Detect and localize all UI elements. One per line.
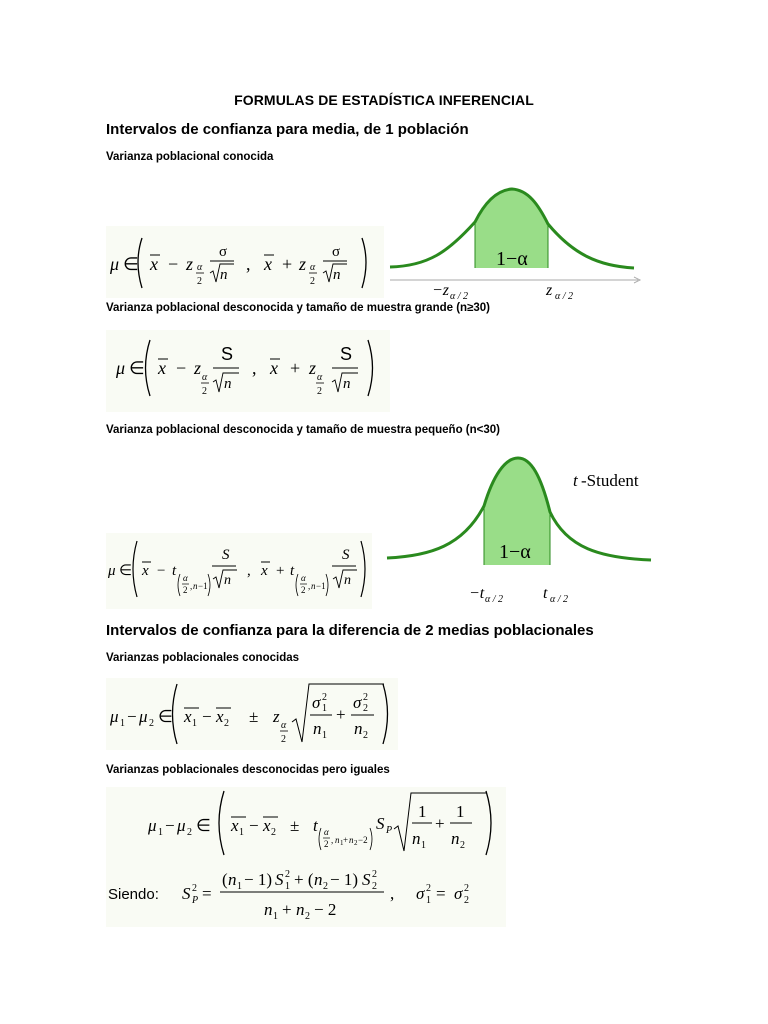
t-student-title-rest: -Student — [581, 471, 639, 490]
svg-text:2: 2 — [354, 839, 358, 847]
svg-text:−: − — [157, 563, 166, 579]
svg-text:t: t — [172, 563, 177, 579]
svg-text:n: n — [349, 835, 354, 845]
svg-text:,: , — [390, 884, 395, 903]
svg-text:2: 2 — [271, 827, 276, 838]
svg-text:1: 1 — [322, 730, 327, 741]
svg-text:=: = — [436, 884, 446, 903]
svg-text:x: x — [158, 358, 166, 378]
svg-text:±: ± — [249, 707, 259, 726]
svg-text:n: n — [264, 900, 273, 919]
normal-right-tick: z — [546, 282, 553, 299]
formula-known-variance-svg — [106, 226, 384, 298]
svg-text:∈: ∈ — [196, 816, 211, 835]
svg-text:2: 2 — [317, 386, 322, 397]
svg-text:,: , — [247, 563, 251, 579]
svg-text:μ: μ — [148, 816, 157, 835]
svg-text:z: z — [273, 707, 280, 726]
siendo-label: Siendo: — [108, 886, 159, 903]
svg-text:+: + — [336, 705, 346, 724]
formula-two-means-known — [106, 678, 398, 750]
svg-text:1: 1 — [273, 911, 278, 922]
svg-text:σ: σ — [416, 884, 425, 903]
svg-text:n: n — [333, 267, 341, 283]
svg-text:− 2: − 2 — [314, 900, 337, 919]
svg-text:n: n — [314, 870, 323, 889]
svg-text:2: 2 — [192, 883, 197, 894]
svg-text:n: n — [296, 900, 305, 919]
element-of: ∈ — [123, 254, 139, 274]
svg-text:n: n — [224, 376, 232, 392]
svg-text:+: + — [282, 254, 293, 274]
svg-text:,: , — [246, 254, 251, 274]
svg-text:2: 2 — [464, 883, 469, 894]
formula-small-sample — [106, 533, 372, 609]
svg-text:∈: ∈ — [119, 563, 133, 579]
svg-text:2: 2 — [323, 881, 328, 892]
svg-text:σ: σ — [353, 693, 362, 712]
svg-text:2: 2 — [183, 585, 188, 595]
svg-text:t: t — [290, 563, 295, 579]
normal-left-sub: α / 2 — [450, 291, 469, 302]
svg-text:1: 1 — [421, 840, 426, 851]
mu-symbol: μ — [110, 254, 120, 274]
svg-text:x: x — [150, 254, 158, 274]
svg-text:n: n — [220, 267, 228, 283]
svg-text:S: S — [342, 547, 350, 563]
svg-text:1: 1 — [192, 718, 197, 729]
svg-text:x: x — [142, 563, 149, 579]
svg-text:−: − — [176, 358, 187, 378]
svg-text:P: P — [386, 825, 393, 836]
svg-text:S: S — [340, 344, 353, 364]
case-equal-variances-label: Varianzas poblacionales desconocidas pero iguales — [106, 764, 390, 776]
svg-text:+: + — [276, 563, 285, 579]
svg-text:n: n — [412, 829, 421, 848]
normal-right-sub: α / 2 — [555, 291, 574, 302]
svg-text:S: S — [182, 884, 191, 903]
svg-text:S: S — [221, 344, 234, 364]
svg-text:α: α — [202, 372, 208, 383]
svg-text:n: n — [344, 573, 351, 588]
svg-text:α: α — [324, 827, 329, 837]
svg-text:,: , — [331, 835, 334, 845]
svg-text:=: = — [202, 884, 212, 903]
svg-text:1: 1 — [285, 881, 290, 892]
svg-text:2: 2 — [305, 911, 310, 922]
normal-area-label: 1−α — [496, 248, 528, 270]
svg-text:2: 2 — [372, 881, 377, 892]
t-right-sub: α / 2 — [550, 594, 569, 605]
svg-text:1: 1 — [237, 881, 242, 892]
svg-text:x: x — [184, 707, 192, 726]
svg-text:μ: μ — [110, 707, 119, 726]
svg-text:n: n — [335, 835, 340, 845]
svg-text:2: 2 — [460, 840, 465, 851]
svg-text:2: 2 — [285, 869, 290, 880]
svg-text:x: x — [270, 358, 278, 378]
svg-text:1: 1 — [239, 827, 244, 838]
svg-text:α: α — [317, 372, 323, 383]
svg-text:,: , — [190, 581, 193, 591]
svg-text:S: S — [275, 870, 284, 889]
svg-text:2: 2 — [372, 869, 377, 880]
svg-text:−: − — [127, 707, 137, 726]
svg-text:S: S — [376, 814, 385, 833]
t-student-title-italic: t — [573, 471, 578, 490]
svg-text:2: 2 — [310, 276, 315, 287]
svg-text:x: x — [216, 707, 224, 726]
svg-text:−1: −1 — [198, 581, 208, 591]
case-known-variance-label: Varianza poblacional conocida — [106, 151, 274, 163]
svg-text:S: S — [362, 870, 371, 889]
formula-known-variance — [106, 226, 384, 298]
t-curve-svg — [385, 450, 657, 615]
svg-text:z: z — [309, 358, 317, 378]
svg-text:σ: σ — [332, 244, 341, 260]
normal-distribution-figure — [388, 182, 644, 302]
case-known-variances-label: Varianzas poblacionales conocidas — [106, 652, 300, 664]
section-heading-two-means: Intervalos de confianza para la diferencia de 2 medias poblacionales — [106, 622, 594, 639]
t-right-tick: t — [543, 585, 548, 602]
svg-text:n: n — [224, 573, 231, 588]
svg-text:2: 2 — [197, 276, 202, 287]
svg-text:2: 2 — [281, 734, 286, 745]
svg-text:2: 2 — [464, 895, 469, 906]
formula-two-means-equal — [106, 787, 506, 927]
svg-text:σ: σ — [454, 884, 463, 903]
svg-text:2: 2 — [224, 718, 229, 729]
svg-text:α: α — [310, 262, 316, 273]
svg-text:− 1): − 1) — [330, 870, 358, 889]
svg-text:x: x — [264, 254, 272, 274]
svg-text:−2: −2 — [358, 835, 368, 845]
svg-text:+: + — [435, 814, 445, 833]
svg-text:n: n — [313, 719, 322, 738]
svg-text:t: t — [313, 816, 318, 835]
svg-text:2: 2 — [324, 839, 329, 849]
svg-text:+ (: + ( — [294, 870, 314, 889]
svg-text:1: 1 — [456, 802, 465, 821]
svg-text:S: S — [222, 547, 230, 563]
svg-text:∈: ∈ — [129, 358, 145, 378]
svg-text:−: − — [202, 707, 212, 726]
svg-text:(: ( — [222, 870, 228, 889]
svg-text:α: α — [301, 573, 306, 583]
formula-large-sample-svg — [106, 330, 390, 412]
svg-text:+: + — [343, 835, 349, 845]
svg-text:1: 1 — [340, 839, 344, 847]
svg-text:n: n — [343, 376, 351, 392]
svg-text:z: z — [186, 254, 194, 274]
svg-text:α: α — [183, 573, 188, 583]
svg-text:2: 2 — [363, 692, 368, 703]
t-area-label: 1−α — [499, 541, 531, 563]
svg-text:1: 1 — [120, 718, 125, 729]
svg-text:2: 2 — [301, 585, 306, 595]
svg-text:P: P — [192, 895, 199, 906]
svg-text:μ: μ — [116, 358, 126, 378]
t-left-tick: −t — [469, 585, 485, 602]
t-left-sub: α / 2 — [485, 594, 504, 605]
svg-text:+: + — [282, 900, 292, 919]
svg-text:1: 1 — [322, 703, 327, 714]
svg-text:2: 2 — [322, 692, 327, 703]
svg-text:2: 2 — [426, 883, 431, 894]
formula-two-means-equal-svg — [106, 787, 506, 927]
svg-text:−1: −1 — [316, 581, 326, 591]
normal-curve-svg — [388, 182, 644, 302]
formula-large-sample — [106, 330, 390, 412]
svg-text:z: z — [299, 254, 307, 274]
svg-text:1: 1 — [158, 827, 163, 838]
svg-text:σ: σ — [312, 693, 321, 712]
normal-left-tick: −z — [432, 282, 450, 299]
svg-text:2: 2 — [202, 386, 207, 397]
svg-text:α: α — [197, 262, 203, 273]
svg-text:− 1): − 1) — [244, 870, 272, 889]
svg-text:∈: ∈ — [158, 707, 173, 726]
svg-text:2: 2 — [363, 730, 368, 741]
case-large-sample-label: Varianza poblacional desconocida y tamaño de muestra grande (n≥30) — [106, 302, 491, 314]
svg-text:μ: μ — [108, 563, 116, 579]
svg-text:2: 2 — [187, 827, 192, 838]
svg-text:1: 1 — [426, 895, 431, 906]
svg-text:μ: μ — [177, 816, 186, 835]
t-student-figure — [385, 450, 657, 615]
svg-text:n: n — [228, 870, 237, 889]
formula-small-sample-svg — [106, 533, 372, 609]
svg-text:−: − — [165, 816, 175, 835]
formula-two-means-known-svg — [106, 678, 398, 750]
svg-text:n: n — [193, 581, 198, 591]
svg-text:n: n — [311, 581, 316, 591]
svg-text:x: x — [263, 816, 271, 835]
svg-text:x: x — [261, 563, 268, 579]
svg-text:n: n — [451, 829, 460, 848]
case-small-sample-label: Varianza poblacional desconocida y tamaño de muestra pequeño (n<30) — [106, 424, 500, 436]
svg-text:2: 2 — [149, 718, 154, 729]
svg-text:σ: σ — [219, 244, 228, 260]
svg-text:x: x — [231, 816, 239, 835]
svg-text:1: 1 — [418, 802, 427, 821]
svg-text:−: − — [249, 816, 259, 835]
document-title: FORMULAS DE ESTADÍSTICA INFERENCIAL — [234, 92, 534, 108]
svg-text:,: , — [252, 358, 257, 378]
svg-text:−: − — [168, 254, 179, 274]
section-heading-one-population: Intervalos de confianza para media, de 1 población — [106, 121, 469, 138]
svg-text:2: 2 — [363, 703, 368, 714]
svg-text:μ: μ — [139, 707, 148, 726]
svg-text:α: α — [281, 720, 287, 731]
svg-text:z: z — [194, 358, 202, 378]
svg-text:n: n — [354, 719, 363, 738]
svg-text:+: + — [290, 358, 301, 378]
svg-text:±: ± — [290, 816, 300, 835]
svg-text:,: , — [308, 581, 311, 591]
